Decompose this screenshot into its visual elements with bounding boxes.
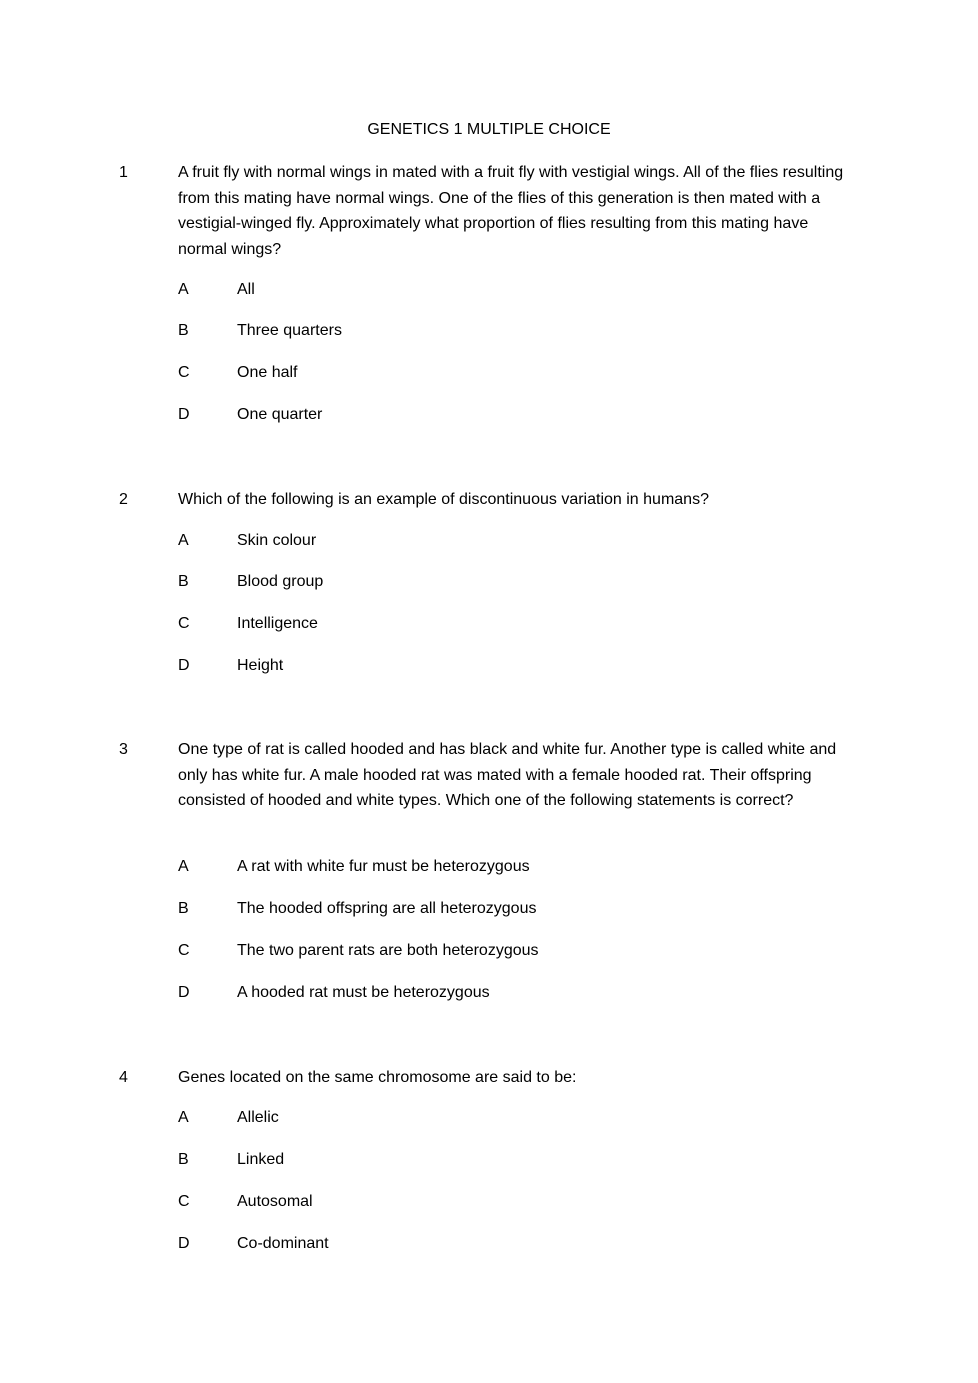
option-letter: B: [178, 573, 189, 590]
option-letter: D: [178, 1235, 190, 1252]
option-text: A hooded rat must be heterozygous: [237, 984, 490, 1001]
option-text: Intelligence: [237, 615, 318, 632]
question-4-option-d: [0, 1233, 978, 1255]
question-text: Genes located on the same chromosome are said to be:: [178, 1069, 577, 1086]
option-text: Co-dominant: [237, 1235, 329, 1252]
option-letter: C: [178, 364, 190, 381]
option-text: Height: [237, 657, 284, 674]
option-text: One quarter: [237, 406, 323, 423]
question-3-option-c: [0, 940, 978, 962]
option-letter: D: [178, 984, 190, 1001]
option-letter: B: [178, 900, 189, 917]
question-text: A fruit fly with normal wings in mated with a fruit fly with vestigial wings. All of the flies resulting from this mating have normal wings. One of the flies of this generation is then mated with a vestigial-winged fly. Approximately what proportion of flies resulting from this mating have normal wings?: [178, 164, 844, 258]
option-letter: A: [178, 1109, 189, 1126]
option-letter: A: [178, 858, 189, 875]
document-title: GENETICS 1 MULTIPLE CHOICE: [367, 121, 611, 138]
option-letter: A: [178, 281, 189, 298]
question-1-option-d: [0, 404, 978, 426]
question-1-option-a: [0, 279, 978, 301]
question-number: 4: [119, 1069, 128, 1086]
option-letter: C: [178, 942, 190, 959]
question-4-option-b: [0, 1149, 978, 1171]
question-3-option-a: [0, 856, 978, 878]
question-2-option-d: [0, 655, 978, 677]
option-text: Allelic: [237, 1109, 279, 1126]
question-3-option-b: [0, 898, 978, 920]
option-letter: C: [178, 1193, 190, 1210]
option-text: The two parent rats are both heterozygous: [237, 942, 539, 959]
option-text: All: [237, 281, 255, 298]
option-text: Three quarters: [237, 322, 342, 339]
option-letter: B: [178, 1151, 189, 1168]
question-3-option-d: [0, 982, 978, 1004]
option-text: One half: [237, 364, 298, 381]
option-text: A rat with white fur must be heterozygous: [237, 858, 530, 875]
question-4-option-c: [0, 1191, 978, 1213]
option-text: Skin colour: [237, 532, 317, 549]
question-text: One type of rat is called hooded and has black and white fur. Another type is called white and only has white fur. A male hooded rat was mated with a female hooded rat. Their offspring consisted of hooded and white types. Which one of the following statements is correct?: [178, 741, 837, 809]
question-4-option-a: [0, 1107, 978, 1129]
question-number: 1: [119, 164, 128, 181]
question-2-option-b: [0, 571, 978, 593]
question-1-option-b: [0, 320, 978, 342]
question-number: 2: [119, 491, 128, 508]
question-1-option-c: [0, 362, 978, 384]
option-letter: B: [178, 322, 189, 339]
option-text: Blood group: [237, 573, 324, 590]
question-2-option-a: [0, 530, 978, 552]
option-letter: D: [178, 406, 190, 423]
question-number: 3: [119, 741, 128, 758]
option-letter: C: [178, 615, 190, 632]
option-letter: A: [178, 532, 189, 549]
option-letter: D: [178, 657, 190, 674]
option-text: Linked: [237, 1151, 285, 1168]
option-text: Autosomal: [237, 1193, 313, 1210]
question-2-option-c: [0, 613, 978, 635]
option-text: The hooded offspring are all heterozygous: [237, 900, 537, 917]
question-text: Which of the following is an example of discontinuous variation in humans?: [178, 491, 709, 508]
